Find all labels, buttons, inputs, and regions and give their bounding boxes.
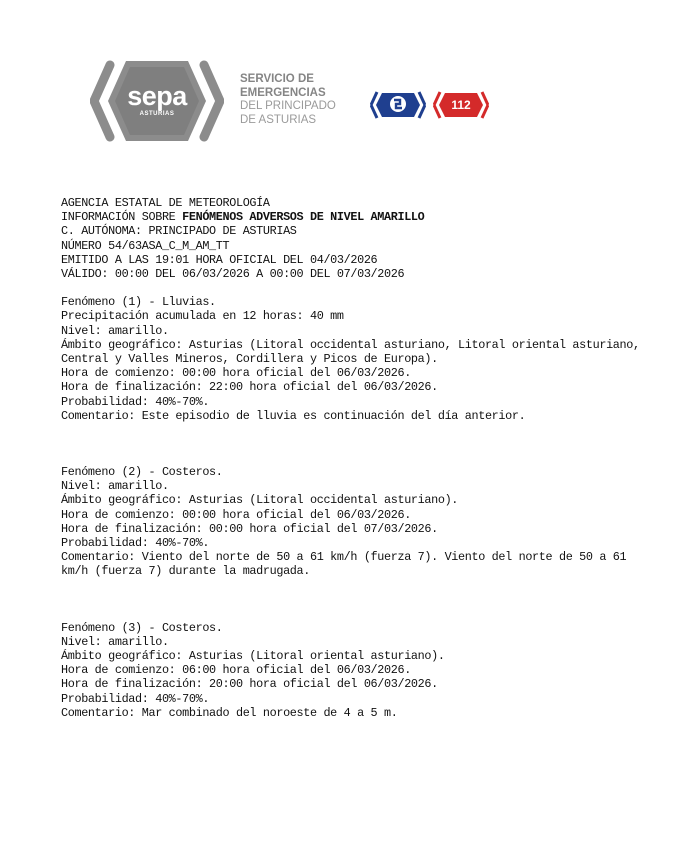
weather-bulletin [61,196,651,720]
phenomenon-comment: Comentario: Mar combinado del noroeste de 4 a 5 m. [61,705,398,720]
organization-name [240,73,336,127]
sepa-logo [90,57,224,145]
phenomenon-level: Nivel: amarillo. [61,479,169,494]
number-line: NÚMERO 54/63ASA_C_M_AM_TT [61,238,230,253]
phenomenon-area: Ámbito geográfico: Asturias (Litoral occidental asturiano). [61,493,459,508]
phenomenon-area: Ámbito geográfico: Asturias (Litoral oriental asturiano). [61,649,445,664]
phenomenon-level: Nivel: amarillo. [61,634,169,649]
phenomenon-2 [61,465,651,579]
badge-112-text: 112 [451,98,471,112]
phenomenon-start: Hora de comienzo: 00:00 hora oficial del 06/03/2026. [61,366,411,381]
phenomenon-1 [61,295,651,423]
info-prefix: INFORMACIÓN SOBRE [61,210,183,225]
phenomenon-end: Hora de finalización: 00:00 hora oficial del 07/03/2026. [61,521,438,536]
phenomenon-title: Fenómeno (1) - Lluvias. [61,295,216,310]
phenomenon-end: Hora de finalización: 22:00 hora oficial del 06/03/2026. [61,380,438,395]
phenomenon-precipitation: Precipitación acumulada en 12 horas: 40 mm [61,309,344,324]
phenomenon-3 [61,621,651,720]
phenomenon-start: Hora de comienzo: 00:00 hora oficial del 06/03/2026. [61,507,411,522]
phenomenon-end: Hora de finalización: 20:00 hora oficial del 06/03/2026. [61,677,438,692]
agency-line: AGENCIA ESTATAL DE METEOROLOGÍA [61,196,270,210]
org-line-3: DEL PRINCIPADO [240,100,336,112]
issued-line: EMITIDO A LAS 19:01 HORA OFICIAL DEL 04/03/2026 [61,252,378,267]
phenomenon-comment: Comentario: Viento del norte de 50 a 61 km/h (fuerza 7). Viento del norte de 50 a 61 km/h (fuerza 7) durante la madrugada. [61,550,627,579]
org-line-4: DE ASTURIAS [240,113,317,126]
phenomenon-area: Ámbito geográfico: Asturias (Litoral occidental asturiano, Litoral oriental asturiano, Central y Valles Mineros, Cordillera y Picos de Europa). [61,337,640,367]
phenomenon-title: Fenómeno (3) - Costeros. [61,620,223,635]
phenomenon-probability: Probabilidad: 40%-70%. [61,394,210,409]
phenomenon-probability: Probabilidad: 40%-70%. [61,691,210,706]
valid-line: VÁLIDO: 00:00 DEL 06/03/2026 A 00:00 DEL 07/03/2026 [61,267,405,282]
phenomenon-title: Fenómeno (2) - Costeros. [61,465,223,480]
org-line-1: SERVICIO DE [240,73,314,85]
sepa-logo-subtext: ASTURIAS [139,111,175,117]
emergency-112-badge-icon [433,88,489,122]
phenomenon-start: Hora de comienzo: 06:00 hora oficial del 06/03/2026. [61,663,411,678]
info-warning-level: FENÓMENOS ADVERSOS DE NIVEL AMARILLO [182,210,425,225]
emergency-blue-badge-icon [370,88,426,122]
info-line [61,210,651,224]
org-line-2: EMERGENCIAS [240,86,326,99]
phenomenon-comment: Comentario: Este episodio de lluvia es continuación del día anterior. [61,408,526,423]
region-line: C. AUTÓNOMA: PRINCIPADO DE ASTURIAS [61,224,297,239]
phenomenon-level: Nivel: amarillo. [61,323,169,338]
sepa-logo-text: sepa [127,81,187,111]
phenomenon-probability: Probabilidad: 40%-70%. [61,536,210,551]
